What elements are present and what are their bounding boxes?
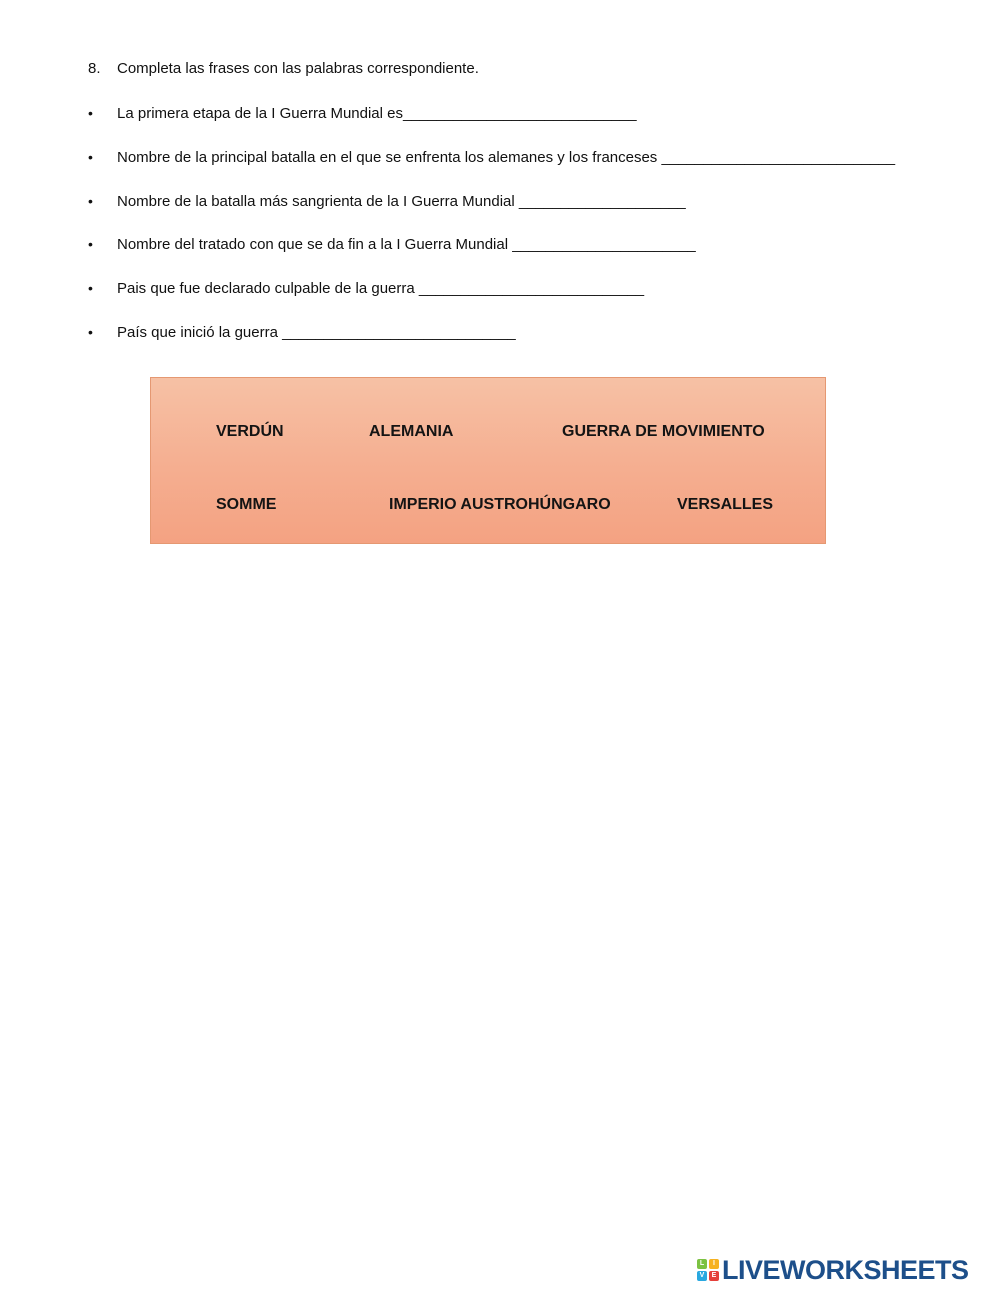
bullet-icon: • bbox=[88, 236, 93, 252]
fill-in-item[interactable] bbox=[88, 279, 644, 298]
bullet-icon: • bbox=[88, 193, 93, 209]
question-text: Completa las frases con las palabras correspondiente. bbox=[117, 60, 479, 77]
item-text: Nombre del tratado con que se da fin a la I Guerra Mundial ______________________ bbox=[117, 236, 696, 253]
question-number: 8. bbox=[88, 60, 101, 77]
bullet-icon: • bbox=[88, 324, 93, 340]
word-bank-word: SOMME bbox=[216, 496, 277, 513]
logo-text: LIVEWORKSHEETS bbox=[722, 1254, 969, 1285]
logo-block-i: I bbox=[709, 1259, 719, 1269]
word-bank-word: GUERRA DE MOVIMIENTO bbox=[562, 423, 765, 440]
word-bank-word: ALEMANIA bbox=[369, 423, 454, 440]
bullet-icon: • bbox=[88, 105, 93, 121]
fill-in-item[interactable] bbox=[88, 192, 686, 211]
word-bank-box bbox=[150, 377, 826, 544]
logo-block-e: E bbox=[709, 1271, 719, 1281]
fill-in-item[interactable] bbox=[88, 104, 637, 123]
bullet-icon: • bbox=[88, 280, 93, 296]
item-text: País que inició la guerra ____________________________ bbox=[117, 324, 516, 341]
logo-blocks-icon bbox=[697, 1259, 719, 1281]
word-bank-word: IMPERIO AUSTROHÚNGARO bbox=[389, 496, 611, 513]
item-text: Nombre de la batalla más sangrienta de la I Guerra Mundial ____________________ bbox=[117, 193, 686, 210]
fill-in-item[interactable] bbox=[88, 323, 516, 342]
item-text: Pais que fue declarado culpable de la guerra ___________________________ bbox=[117, 280, 645, 297]
fill-in-item[interactable] bbox=[88, 148, 895, 167]
word-bank-word: VERSALLES bbox=[677, 496, 774, 513]
liveworksheets-logo[interactable] bbox=[697, 1255, 969, 1285]
fill-in-item[interactable] bbox=[88, 235, 696, 254]
word-bank-word: VERDÚN bbox=[216, 423, 284, 440]
bullet-icon: • bbox=[88, 149, 93, 165]
question-heading bbox=[88, 60, 479, 78]
logo-block-l: L bbox=[697, 1259, 707, 1269]
item-text: La primera etapa de la I Guerra Mundial es____________________________ bbox=[117, 105, 637, 122]
item-text: Nombre de la principal batalla en el que se enfrenta los alemanes y los franceses ____________________________ bbox=[117, 149, 896, 166]
logo-block-v: V bbox=[697, 1271, 707, 1281]
